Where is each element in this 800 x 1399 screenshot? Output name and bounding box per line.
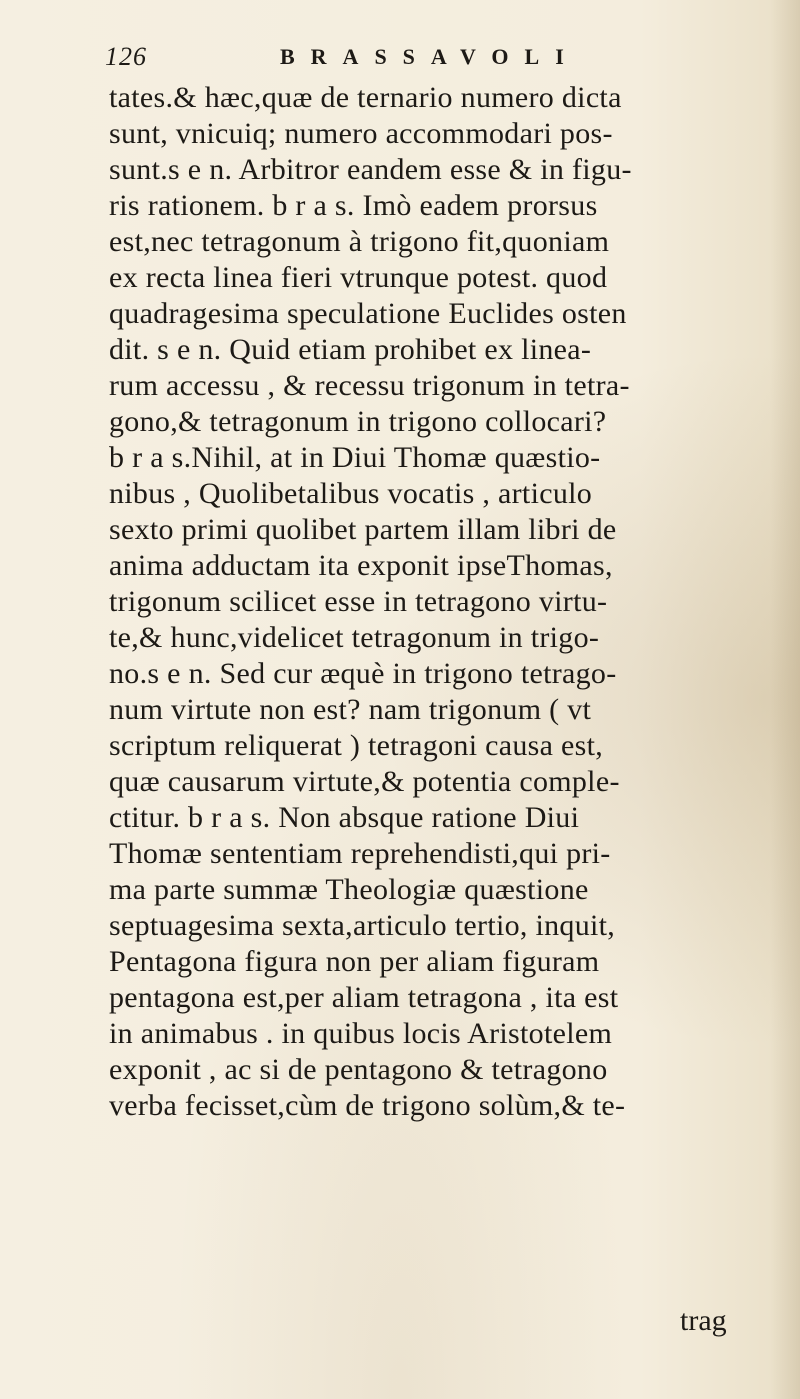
text-line: sunt, vnicuiq; numero accommodari pos- [109, 117, 613, 150]
body-text [109, 80, 769, 1124]
text-line: trigonum scilicet esse in tetragono virtu- [109, 585, 608, 618]
text-line: quadragesima speculatione Euclides osten [109, 297, 627, 330]
text-line: in animabus . in quibus locis Aristotelem [109, 1017, 613, 1050]
text-line: anima adductam ita exponit ipseThomas, [109, 549, 613, 582]
page-header [105, 40, 725, 80]
catchword: trag [680, 1304, 727, 1337]
page-edge-shadow [770, 0, 800, 1399]
text-line: tates.& hæc,quæ de ternario numero dicta [109, 81, 622, 114]
text-line: verba fecisset,cùm de trigono solùm,& te- [109, 1089, 626, 1122]
text-line: b r a s.Nihil, at in Diui Thomæ quæstio- [109, 441, 601, 474]
text-line: nibus , Quolibetalibus vocatis , articulo [109, 477, 593, 510]
text-line: ex recta linea fieri vtrunque potest. quod [109, 261, 608, 294]
text-line: rum accessu , & recessu trigonum in tetra- [109, 369, 630, 402]
text-line: num virtute non est? nam trigonum ( vt [109, 693, 592, 726]
page-number: 126 [105, 42, 147, 71]
text-line: pentagona est,per aliam tetragona , ita est [109, 981, 619, 1014]
text-line: ma parte summæ Theologiæ quæstione [109, 873, 589, 906]
text-line: Thomæ sententiam reprehendisti,qui pri- [109, 837, 611, 870]
text-line: gono,& tetragonum in trigono collocari? [109, 405, 607, 438]
text-line: septuagesima sexta,articulo tertio, inquit, [109, 909, 616, 942]
text-line: est,nec tetragonum à trigono fit,quoniam [109, 225, 610, 258]
running-head: BRASSAVOLI [280, 44, 580, 69]
text-line: exponit , ac si de pentagono & tetragono [109, 1053, 608, 1086]
text-line: sunt.s e n. Arbitror eandem esse & in figu- [109, 153, 632, 186]
text-line: scriptum reliquerat ) tetragoni causa est, [109, 729, 604, 762]
text-line: dit. s e n. Quid etiam prohibet ex linea- [109, 333, 592, 366]
text-line: te,& hunc,videlicet tetragonum in trigo- [109, 621, 600, 654]
text-line: Pentagona figura non per aliam figuram [109, 945, 600, 978]
text-line: ris rationem. b r a s. Imò eadem prorsus [109, 189, 598, 222]
text-line: quæ causarum virtute,& potentia comple- [109, 765, 620, 798]
text-line: no.s e n. Sed cur æquè in trigono tetrago- [109, 657, 617, 690]
text-line: ctitur. b r a s. Non absque ratione Diui [109, 801, 580, 834]
text-line: sexto primi quolibet partem illam libri de [109, 513, 617, 546]
